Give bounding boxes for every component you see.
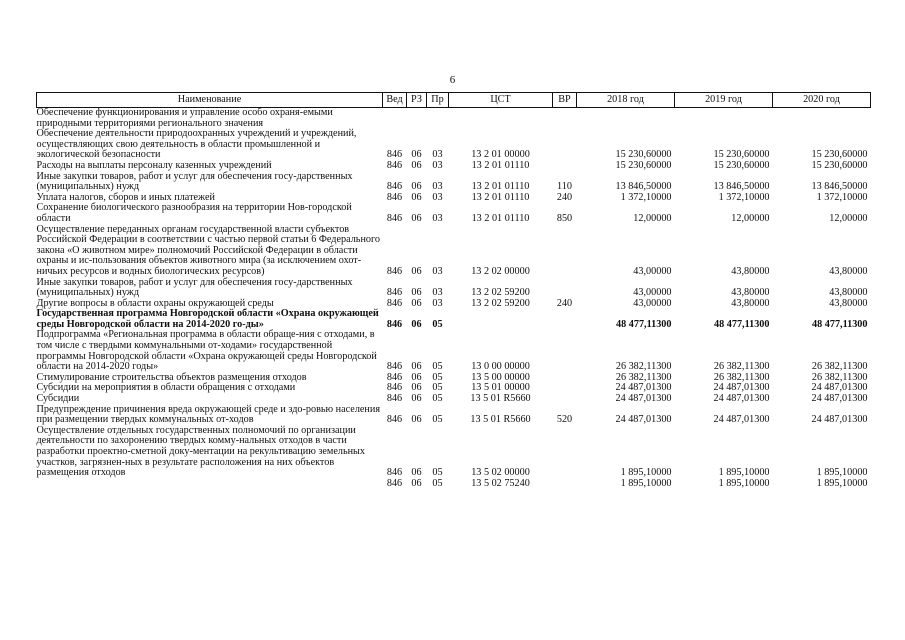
row-rz: 06 [411,212,422,224]
row-rz: 06 [411,361,422,373]
row-name: Иные закупки товаров, работ и услуг для обеспечения госу-дарственных (муниципальных) нужд [36,170,353,193]
row-2019: 1 372,10000 [718,191,770,203]
row-2020: 24 487,01300 [811,414,868,426]
row-2018: 48 477,11300 [616,318,672,330]
row-pr: 03 [432,287,443,299]
row-cst: 13 0 00 00000 [471,361,530,373]
row-pr: 03 [432,191,443,203]
row-cst: 13 5 01 R5660 [470,393,531,405]
table-row [37,172,871,193]
row-ved: 846 [386,414,403,426]
row-ved: 846 [386,371,403,383]
row-2019: 24 487,01300 [713,382,770,394]
row-rz: 06 [411,393,422,405]
row-name: Сохранение биологического разнообразия на территории Нов-городской области [36,202,352,224]
header-rz: РЗ [407,93,427,108]
row-cst: 13 5 02 75240 [471,477,530,489]
row-cst: 13 2 02 59200 [471,287,530,299]
row-2018: 24 487,01300 [615,414,672,426]
row-2020: 12,00000 [829,212,868,224]
table-row [37,225,871,278]
page-number: 6 [449,74,456,86]
row-vr: 850 [556,212,573,224]
row-vr [553,309,577,330]
row-2019: 43,80000 [731,297,770,309]
table-row [37,203,871,224]
row-cst: 13 5 00 00000 [471,371,530,383]
row-2019: 43,80000 [731,287,770,299]
row-pr: 05 [432,467,443,479]
header-vr: ВР [553,93,577,108]
row-rz: 06 [411,297,422,309]
table-header-row [37,93,871,108]
row-ved: 846 [386,467,403,479]
row-2018: 1 895,10000 [620,467,672,479]
row-rz [407,108,427,130]
row-rz: 06 [411,371,422,383]
row-vr [553,394,577,405]
row-2019: 26 382,11300 [713,361,770,373]
table-row [37,278,871,299]
row-2019: 15 230,60000 [713,159,770,171]
row-2018: 26 382,11300 [615,371,672,383]
row-name: Стимулирование строительства объектов размещения отходов [36,371,307,383]
row-rz: 06 [411,149,422,161]
row-vr [553,373,577,384]
header-2020: 2020 год [773,93,871,108]
row-vr [553,225,577,278]
row-name: Обеспечение деятельности природоохранных учреждений и учреждений, осуществляющих свою деятельность в области промышленной и экологической безопасности [36,128,357,161]
row-ved: 846 [386,297,403,309]
row-2019: 24 487,01300 [713,414,770,426]
header-name: Наименование [37,93,383,108]
row-ved: 846 [386,477,403,489]
row-ved: 846 [386,318,403,330]
row-rz: 06 [411,287,422,299]
table-row [37,479,871,490]
row-name: Осуществление отдельных государственных полномочий по организации деятельности по захоронению твердых комму-нальных отходов в части разработки проектно-сметной доку-ментации на рекультивацию земельных участков, загрязнен-ных в результате расположения на них объектов размещения отходов [36,424,365,479]
row-cst: 13 2 01 01110 [471,181,530,193]
row-cst: 13 5 01 00000 [471,382,530,394]
row-vr [553,129,577,161]
row-name: Уплата налогов, сборов и иных платежей [36,191,215,203]
row-2020: 26 382,11300 [811,361,868,373]
row-rz: 06 [411,159,422,171]
row-ved: 846 [386,159,403,171]
row-ved: 846 [386,361,403,373]
header-cst: ЦСТ [449,93,553,108]
row-ved: 846 [386,382,403,394]
row-2020: 24 487,01300 [811,393,868,405]
table-row [37,108,871,130]
row-vr [553,383,577,394]
row-cst: 13 5 01 R5660 [470,414,531,426]
row-pr: 05 [432,361,443,373]
row-2020: 1 895,10000 [816,467,868,479]
row-2018: 12,00000 [633,212,672,224]
row-2019: 43,80000 [731,265,770,277]
row-pr [427,108,449,130]
row-vr: 110 [557,181,572,193]
header-2019: 2019 год [675,93,773,108]
table-row [37,330,871,372]
row-2018: 43,00000 [633,287,672,299]
row-name: Иные закупки товаров, работ и услуг для обеспечения госу-дарственных (муниципальных) нужд [36,276,353,299]
row-2018 [577,108,675,130]
row-cst: 13 2 01 01110 [471,191,530,203]
row-2018: 26 382,11300 [615,361,672,373]
row-pr: 03 [432,159,443,171]
row-vr: 520 [556,414,573,426]
row-name: Обеспечение функционирования и управление особо охраня-емыми природными территориями регионального значения [36,107,333,129]
row-ved: 846 [386,191,403,203]
row-vr: 240 [556,191,573,203]
row-2018: 13 846,50000 [615,181,672,193]
row-2020: 13 846,50000 [811,181,868,193]
row-2018: 15 230,60000 [615,159,672,171]
row-2020: 24 487,01300 [811,382,868,394]
row-rz: 06 [411,414,422,426]
row-pr: 03 [432,149,443,161]
row-ved [383,108,407,130]
row-2020: 15 230,60000 [811,149,868,161]
table-body [37,108,871,490]
row-name: Осуществление переданных органам государственной власти субъектов Российской Федерации в соответствии с частью первой статьи 6 Федерального закона «О животном мире» полномочий Российской Федерации в области охраны и ис-пользования объектов животного мира (за исключением охот-ничьих ресурсов и водных биологических ресурсов) [36,223,381,277]
table-row [37,129,871,161]
row-cst: 13 2 02 00000 [471,265,530,277]
row-pr: 05 [432,382,443,394]
table-row [37,161,871,172]
row-2018: 24 487,01300 [615,382,672,394]
row-ved: 846 [386,149,403,161]
row-ved: 846 [386,212,403,224]
row-2019: 1 895,10000 [718,477,770,489]
row-2020 [773,108,871,130]
row-2020: 43,80000 [829,287,868,299]
row-2019: 26 382,11300 [713,371,770,383]
row-name: Государственная программа Новгородской области «Охрана окружающей среды Новгородской области на 2014-2020 го-ды» [36,308,379,330]
row-cst [449,309,553,330]
row-ved: 846 [386,265,403,277]
row-rz: 06 [411,191,422,203]
row-name: Субсидии на мероприятия в области обращения с отходами [36,382,296,394]
row-2019: 24 487,01300 [713,393,770,405]
row-name: Предупреждение причинения вреда окружающей среде и здо-ровью населения при размещении твердых коммунальных от-ходов [36,403,381,426]
row-ved: 846 [386,181,403,193]
row-rz: 06 [411,382,422,394]
row-rz: 06 [411,477,422,489]
row-pr: 05 [432,414,443,426]
row-cst: 13 2 01 01110 [471,212,530,224]
table-row [37,309,871,330]
row-2020: 43,80000 [829,297,868,309]
row-2020: 15 230,60000 [811,159,868,171]
row-pr: 03 [432,265,443,277]
row-name [37,479,383,490]
row-2020: 26 382,11300 [811,371,868,383]
row-2019 [675,108,773,130]
table-row [37,405,871,426]
row-rz: 06 [411,318,422,330]
row-2020: 1 372,10000 [816,191,868,203]
row-2018: 15 230,60000 [615,149,672,161]
row-name: Субсидии [36,393,80,405]
row-cst: 13 2 01 00000 [471,149,530,161]
row-vr [553,108,577,130]
row-2019: 12,00000 [731,212,770,224]
row-rz: 06 [411,265,422,277]
row-2018: 1 895,10000 [620,477,672,489]
row-2018: 1 372,10000 [620,191,672,203]
row-2019: 1 895,10000 [718,467,770,479]
row-2018: 43,00000 [633,297,672,309]
row-cst: 13 2 02 59200 [471,297,530,309]
budget-table [36,92,871,489]
table-row [37,426,871,479]
row-cst: 13 2 01 01110 [471,159,530,171]
row-2019: 13 846,50000 [713,181,770,193]
row-ved: 846 [386,393,403,405]
row-vr [553,330,577,372]
row-vr [553,426,577,479]
row-rz: 06 [411,181,422,193]
header-ved: Вед [383,93,407,108]
row-2018: 24 487,01300 [615,393,672,405]
row-2020: 48 477,11300 [812,318,868,330]
row-name: Другие вопросы в области охраны окружающей среды [36,297,274,309]
row-pr: 05 [432,393,443,405]
row-vr: 240 [556,297,573,309]
row-pr: 03 [432,181,443,193]
row-cst [449,108,553,130]
row-ved: 846 [386,287,403,299]
row-pr: 03 [432,297,443,309]
row-vr [553,479,577,490]
row-cst: 13 5 02 00000 [471,467,530,479]
row-2020: 43,80000 [829,265,868,277]
row-name: Подпрограмма «Региональная программа в области обраще-ния с отходами, в том числе с твердыми коммунальными от-ходами» государственной программы Новгородской области «Охрана окружающей среды Новгородской области на 2014-2020 годы» [36,329,377,373]
row-2018: 43,00000 [633,265,672,277]
row-pr: 05 [432,371,443,383]
row-vr [553,278,577,299]
row-2019: 15 230,60000 [713,149,770,161]
row-2019: 48 477,11300 [714,318,770,330]
row-pr: 03 [432,212,443,224]
row-2020: 1 895,10000 [816,477,868,489]
row-vr [553,161,577,172]
header-2018: 2018 год [577,93,675,108]
row-pr: 05 [432,318,443,330]
row-rz: 06 [411,467,422,479]
row-name: Расходы на выплаты персоналу казенных учреждений [36,159,272,171]
row-pr: 05 [432,477,443,489]
header-pr: Пр [427,93,449,108]
